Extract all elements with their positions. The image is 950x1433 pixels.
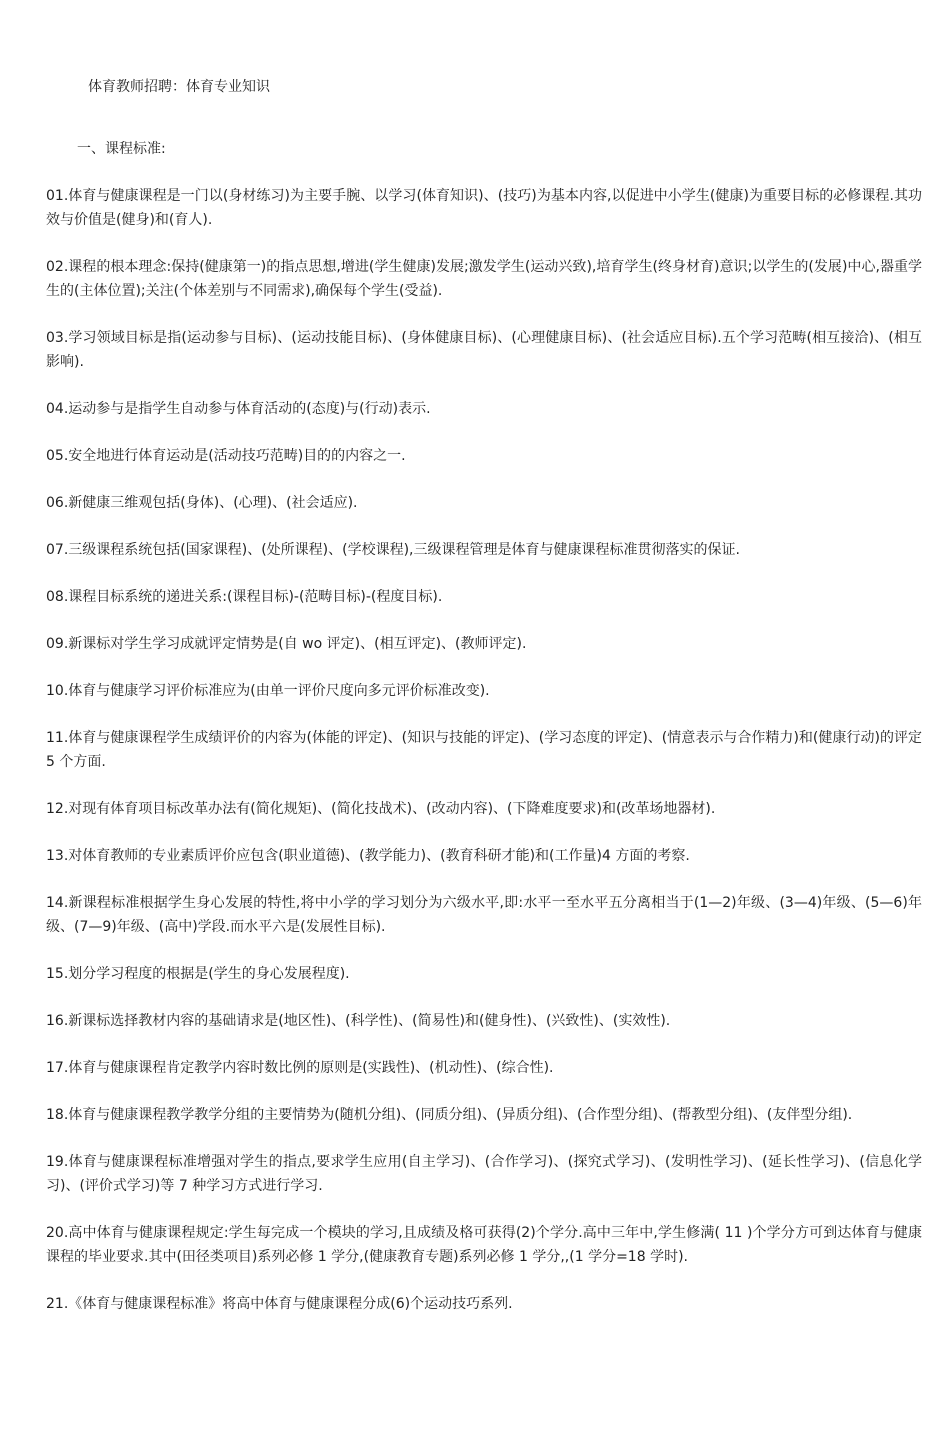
list-item: 02.课程的根本理念:保持(健康第一)的指点思想,增进(学生健康)发展;激发学生(运动兴致),培育学生(终身材育)意识;以学生的(发展)中心,器重学生的(主体位置);关注(个体差别与不同需求),确保每个学生(受益). [46, 259, 922, 299]
list-item: 03.学习领域目标是指(运动参与目标)、(运动技能目标)、(身体健康目标)、(心理健康目标)、(社会适应目标).五个学习范畴(相互接洽)、(相互影响). [46, 330, 922, 370]
list-item: 20.高中体育与健康课程规定:学生每完成一个模块的学习,且成绩及格可获得(2)个学分.高中三年中,学生修满( 11 )个学分方可到达体育与健康课程的毕业要求.其中(田径类项目)系列必修 1 学分,(健康教育专题)系列必修 1 学分,,(1 学分=18 学时). [46, 1225, 922, 1265]
list-item: 14.新课程标准根据学生身心发展的特性,将中小学的学习划分为六级水平,即:水平一至水平五分离相当于(1—2)年级、(3—4)年级、(5—6)年级、(7—9)年级、(高中)学段.而水平六是(发展性目标). [46, 895, 922, 935]
list-item: 09.新课标对学生学习成就评定情势是(自 wo 评定)、(相互评定)、(教师评定). [46, 636, 527, 652]
list-item: 01.体育与健康课程是一门以(身材练习)为主要手腕、以学习(体育知识)、(技巧)为基本内容,以促进中小学生(健康)为重要目标的必修课程.其功效与价值是(健身)和(育人). [46, 188, 922, 228]
list-item: 11.体育与健康课程学生成绩评价的内容为(体能的评定)、(知识与技能的评定)、(学习态度的评定)、(情意表示与合作精力)和(健康行动)的评定 5 个方面. [46, 730, 922, 770]
list-item: 05.安全地进行体育运动是(活动技巧范畴)目的的内容之一. [46, 448, 406, 464]
item-list [46, 184, 922, 1339]
list-item: 12.对现有体育项目标改革办法有(简化规矩)、(简化技战术)、(改动内容)、(下降难度要求)和(改革场地器材). [46, 801, 716, 817]
document-title: 体育教师招聘：体育专业知识 [88, 79, 270, 95]
list-item: 19.体育与健康课程标准增强对学生的指点,要求学生应用(自主学习)、(合作学习)、(探究式学习)、(发明性学习)、(延长性学习)、(信息化学习)、(评价式学习)等 7 种学习方式进行学习. [46, 1154, 922, 1194]
list-item: 18.体育与健康课程教学教学分组的主要情势为(随机分组)、(同质分组)、(异质分组)、(合作型分组)、(帮教型分组)、(友伴型分组). [46, 1107, 853, 1123]
list-item: 17.体育与健康课程肯定教学内容时数比例的原则是(实践性)、(机动性)、(综合性). [46, 1060, 554, 1076]
list-item: 15.划分学习程度的根据是(学生的身心发展程度). [46, 966, 350, 982]
section-heading: 一、课程标准: [77, 141, 166, 157]
list-item: 04.运动参与是指学生自动参与体育活动的(态度)与(行动)表示. [46, 401, 431, 417]
list-item: 16.新课标选择教材内容的基础请求是(地区性)、(科学性)、(简易性)和(健身性)、(兴致性)、(实效性). [46, 1013, 671, 1029]
list-item: 07.三级课程系统包括(国家课程)、(处所课程)、(学校课程),三级课程管理是体育与健康课程标准贯彻落实的保证. [46, 542, 740, 558]
list-item: 21.《体育与健康课程标准》将高中体育与健康课程分成(6)个运动技巧系列. [46, 1296, 513, 1312]
list-item: 10.体育与健康学习评价标准应为(由单一评价尺度向多元评价标准改变). [46, 683, 490, 699]
list-item: 08.课程目标系统的递进关系:(课程目标)-(范畴目标)-(程度目标). [46, 589, 443, 605]
list-item: 13.对体育教师的专业素质评价应包含(职业道德)、(教学能力)、(教育科研才能)和(工作量)4 方面的考察. [46, 848, 690, 864]
list-item: 06.新健康三维观包括(身体)、(心理)、(社会适应). [46, 495, 358, 511]
